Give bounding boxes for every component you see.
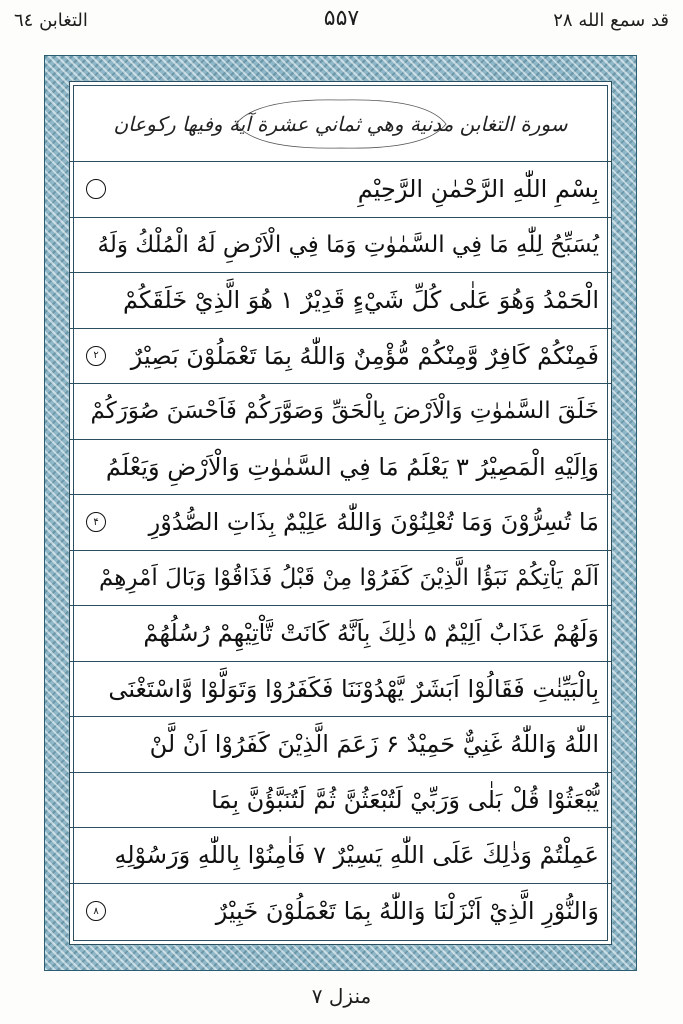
text-panel [69,81,612,945]
surah-name-header: التغابن ٦٤ [14,10,88,31]
verse-line [70,717,611,773]
line-text: بِسْمِ اللّٰهِ الرَّحْمٰنِ الرَّحِيْمِ [357,175,599,204]
decorative-border [44,55,637,971]
verse-line [70,662,611,718]
line-text: عَمِلْتُمْ وَذٰلِكَ عَلَى اللّٰهِ يَسِيْرٌ ۷ فَاٰمِنُوْا بِاللّٰهِ وَرَسُوْلِهِ [114,841,599,870]
ayah-marker: ۴ [86,512,106,532]
line-text: وَلَهُمْ عَذَابٌ اَلِيْمٌ ۵ ذٰلِكَ بِاَنَّهُ كَانَتْ تَّاْتِيْهِمْ رُسُلُهُمْ [143,619,599,648]
verse-line [70,828,611,884]
manzil-footer: منزل ۷ [311,984,372,1008]
verse-line [70,329,611,385]
verse-line [70,218,611,274]
verse-lines [70,162,611,944]
line-text: بِالْبَيِّنٰتِ فَقَالُوْا اَبَشَرٌ يَّهْدُوْنَنَا فَكَفَرُوْا وَتَوَلَّوْا وَّاسْتَغْنَى [108,674,599,703]
line-text: الْحَمْدُ وَهُوَ عَلٰى كُلِّ شَيْءٍ قَدِيْرٌ ۱ هُوَ الَّذِيْ خَلَقَكُمْ [123,286,599,315]
line-text: اَلَمْ يَاْتِكُمْ نَبَؤُا الَّذِيْنَ كَفَرُوْا مِنْ قَبْلُ فَذَاقُوْا وَبَالَ اَمْرِهِمْ [98,564,599,591]
line-text: يُسَبِّحُ لِلّٰهِ مَا فِي السَّمٰوٰتِ وَمَا فِي الْاَرْضِ لَهُ الْمُلْكُ وَلَهُ [97,231,599,258]
line-text: خَلَقَ السَّمٰوٰتِ وَالْاَرْضَ بِالْحَقِّ وَصَوَّرَكُمْ فَاَحْسَنَ صُوَرَكُمْ [90,398,599,425]
verse-line [70,884,611,940]
ayah-marker-icon [86,179,106,199]
verse-line [70,273,611,329]
verse-line [70,384,611,440]
ayah-marker: ۸ [86,901,106,921]
line-text: فَمِنْكُمْ كَافِرٌ وَّمِنْكُمْ مُّؤْمِنٌ وَاللّٰهُ بِمَا تَعْمَلُوْنَ بَصِيْرٌ [130,341,599,370]
ayah-marker: ۲ [86,346,106,366]
surah-heading-text: سورة التغابن مدنية وهي ثماني عشرة آية وفيها ركوعان [113,112,568,136]
verse-line [70,162,611,218]
line-text: وَاِلَيْهِ الْمَصِيْرُ ۳ يَعْلَمُ مَا فِي السَّمٰوٰتِ وَالْاَرْضِ وَيَعْلَمُ [105,452,599,481]
surah-heading [70,88,611,160]
line-text: اللّٰهُ وَاللّٰهُ غَنِيٌّ حَمِيْدٌ ۶ زَعَمَ الَّذِيْنَ كَفَرُوْا اَنْ لَّنْ [149,730,599,759]
verse-line [70,551,611,607]
page-number: ۵۵۷ [323,6,360,31]
verse-line [70,495,611,551]
line-text: مَا تُسِرُّوْنَ وَمَا تُعْلِنُوْنَ وَاللّٰهُ عَلِيْمٌ بِذَاتِ الصُّدُوْرِ [148,508,599,537]
juz-name-header: قد سمع الله ۲۸ [553,10,669,31]
verse-line [70,606,611,662]
verse-line [70,773,611,829]
line-text: يُّبْعَثُوْا قُلْ بَلٰى وَرَبِّيْ لَتُبْعَثُنَّ ثُمَّ لَتُنَبَّؤُنَّ بِمَا [211,785,599,814]
line-text: وَالنُّوْرِ الَّذِيْ اَنْزَلْنَا وَاللّٰهُ بِمَا تَعْمَلُوْنَ خَبِيْرٌ [215,897,599,926]
page-header [0,4,683,38]
verse-line [70,440,611,496]
